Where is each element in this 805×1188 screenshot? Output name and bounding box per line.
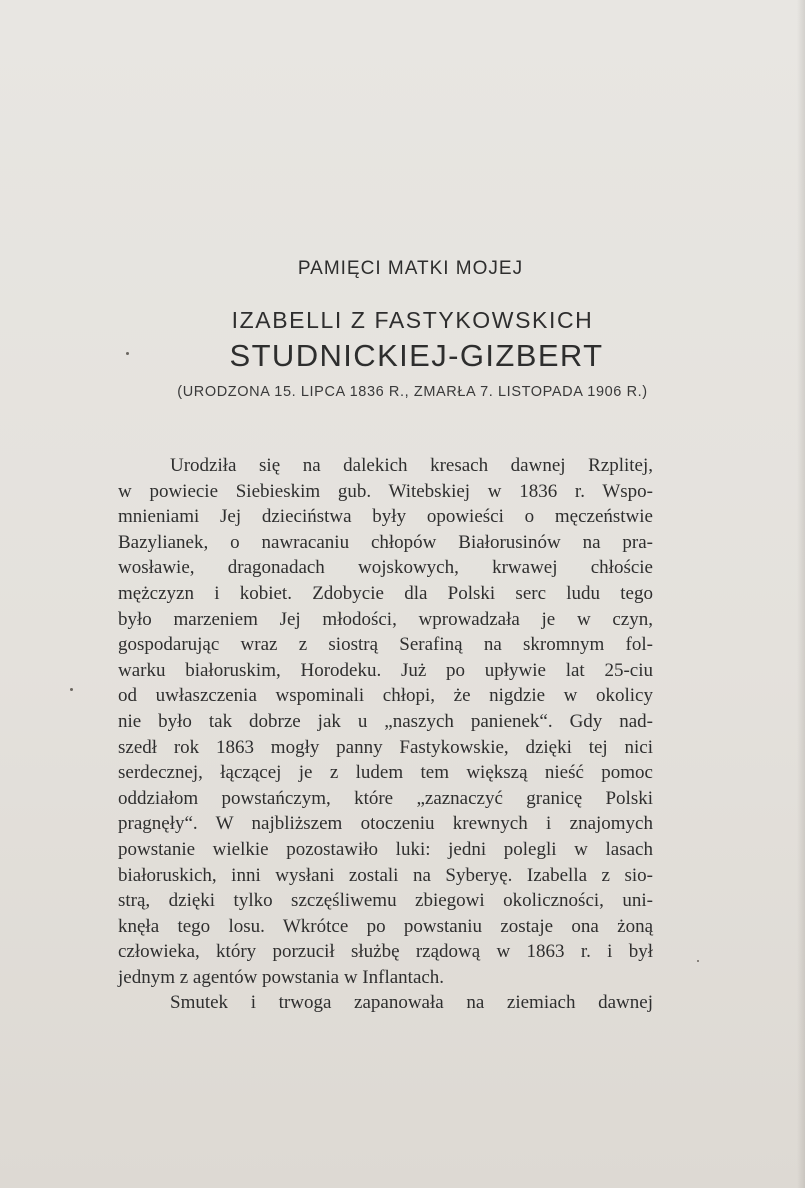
text-line: serdecznej, łączącej je z ludem tem większą nieść pomoc [118,762,653,784]
paper-speck [126,352,129,355]
paper-speck [70,688,73,691]
dedication-line-1: PAMIĘCI MATKI MOJEJ [297,258,524,279]
dedication-dates: (URODZONA 15. LIPCA 1836 R., ZMARŁA 7. LISTOPADA 1906 R.) [177,384,648,400]
text-line: Smutek i trwoga zapanowała na ziemiach dawnej [170,992,653,1014]
text-line: warku białoruskim, Horodeku. Już po upływie lat 25-ciu [118,659,653,681]
paper-speck [697,960,699,962]
text-line: w powiecie Siebieskim gub. Witebskiej w 1836 r. Wspo- [118,480,653,502]
text-line: powstanie wielkie pozostawiło luki: jedni polegli w lasach [118,838,653,860]
text-line: Bazylianek, o nawracaniu chłopów Białorusinów na pra- [118,531,653,553]
page-edge-shadow [797,0,805,1188]
text-line: wosławie, dragonadach wojskowych, krwawej chłoście [118,557,653,579]
text-line: Urodziła się na dalekich kresach dawnej Rzplitej, [170,455,653,476]
text-line: szedł rok 1863 mogły panny Fastykowskie, dzięki tej nici [118,736,653,758]
text-line: od uwłaszczenia wspominali chłopi, że nigdzie w okolicy [118,685,653,707]
text-line: knęła tego losu. Wkrótce po powstaniu zostaje ona żoną [118,915,653,937]
dedication-line-2: IZABELLI Z FASTYKOWSKICH [231,307,594,333]
text-line: jednym z agentów powstania w Inflantach. [118,966,445,988]
text-line: było marzeniem Jej młodości, wprowadzała je w czyn, [118,608,653,630]
text-line: gospodarując wraz z siostrą Serafiną na skromnym fol- [118,634,653,656]
text-line: mnieniami Jej dzieciństwa były opowieści o męczeństwie [118,506,653,528]
text-line: strą, dzięki tylko szczęśliwemu zbiegowi okoliczności, uni- [118,890,653,912]
text-line: człowieka, który porzucił służbę rządową w 1863 r. i był [118,941,653,963]
text-line: oddziałom powstańczym, które „zaznaczyć granicę Polski [118,787,653,809]
dedication-name: STUDNICKIEJ-GIZBERT [229,338,604,373]
body-paragraph [118,453,653,1016]
text-line: mężczyzn i kobiet. Zdobycie dla Polski serc ludu tego [118,582,653,604]
text-line: nie było tak dobrze jak u „naszych panienek“. Gdy nad- [118,710,653,732]
text-line: pragnęły“. W najbliższem otoczeniu krewnych i znajomych [118,813,653,835]
text-line: białoruskich, inni wysłani zostali na Syberyę. Izabella z sio- [118,864,653,886]
